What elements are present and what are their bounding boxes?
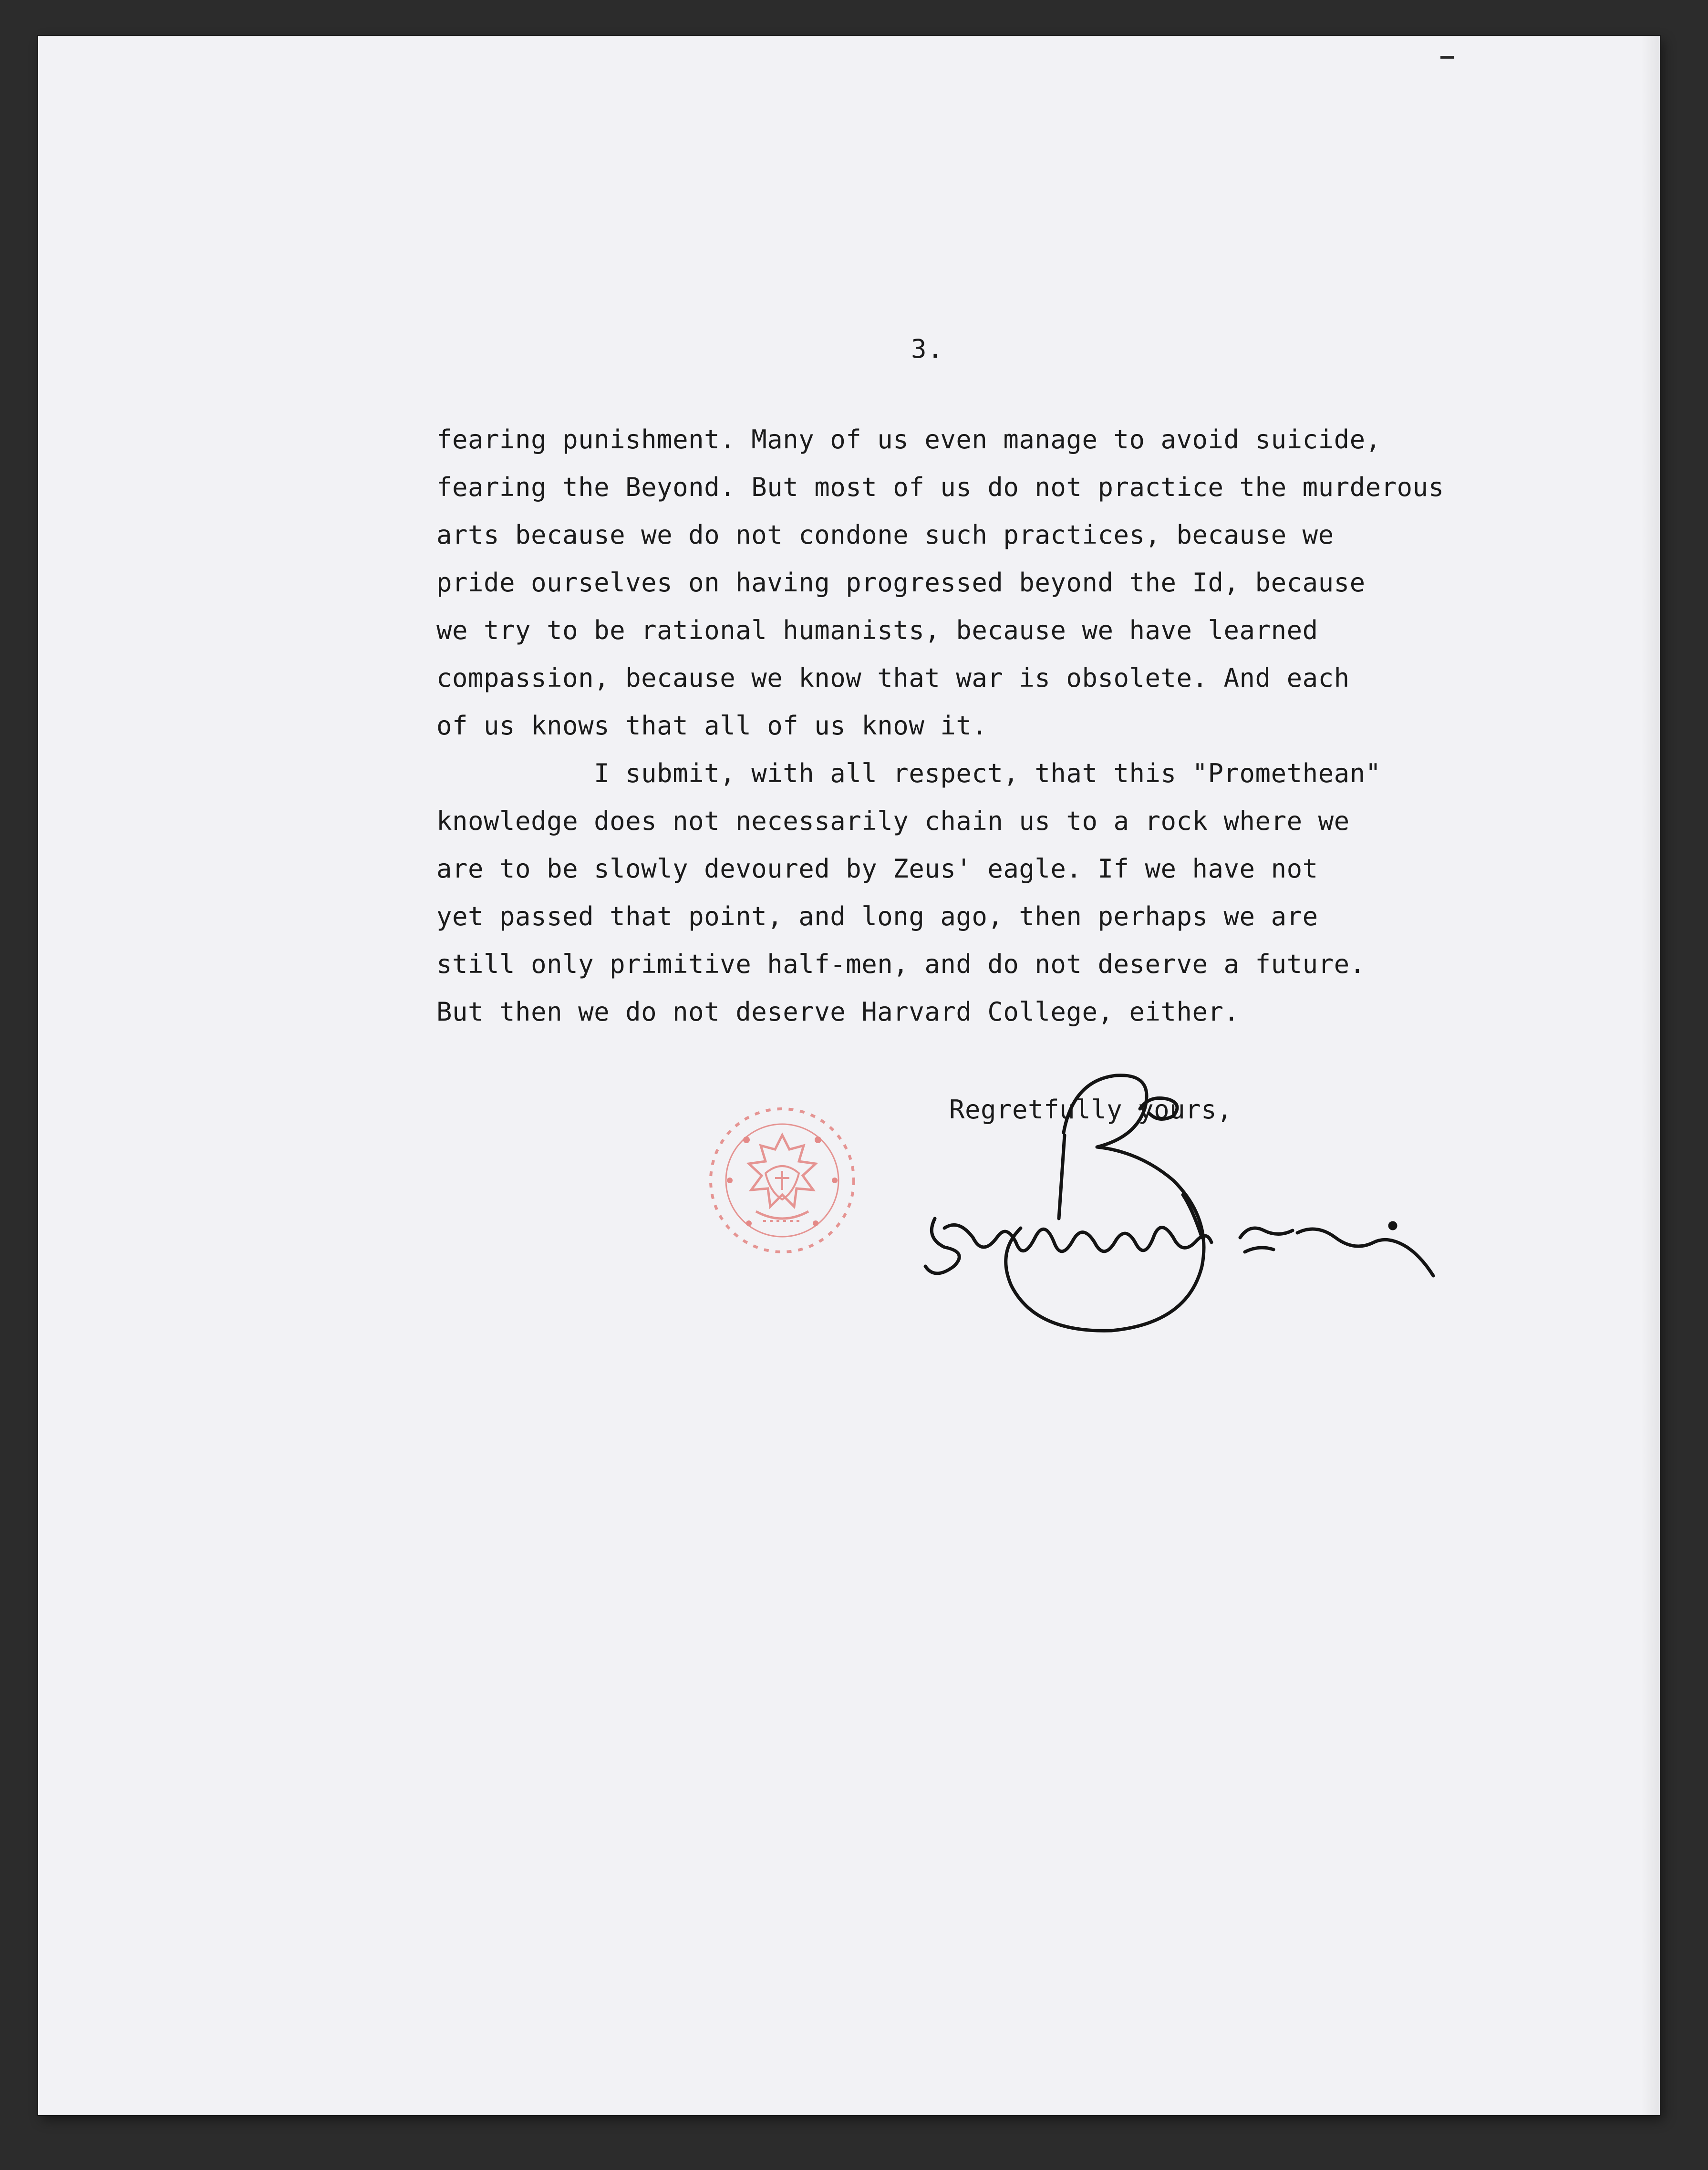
body-line: we try to be rational humanists, because we have learned <box>436 615 1318 645</box>
handwritten-signature <box>916 1037 1517 1333</box>
body-line: arts because we do not condone such practices, because we <box>436 520 1334 550</box>
body-line: knowledge does not necessarily chain us to a rock where we <box>436 806 1350 836</box>
body-line: I submit, with all respect, that this "Promethean" <box>436 758 1381 788</box>
embossed-seal-icon <box>704 1102 861 1259</box>
page-number: 3. <box>911 334 944 364</box>
body-line: fearing punishment. Many of us even manage to avoid suicide, <box>436 424 1381 455</box>
body-line: But then we do not deserve Harvard College, either. <box>436 997 1240 1027</box>
closing-salutation: Regretfully yours, <box>949 1095 1233 1125</box>
body-line: yet passed that point, and long ago, then perhaps we are <box>436 901 1318 931</box>
paper-edge-shadow <box>1641 36 1660 2115</box>
letter-page <box>38 36 1660 2115</box>
body-line: of us knows that all of us know it. <box>436 711 988 741</box>
body-line: pride ourselves on having progressed beyond the Id, because <box>436 568 1366 598</box>
body-line: compassion, because we know that war is obsolete. And each <box>436 663 1350 693</box>
body-line: fearing the Beyond. But most of us do not practice the murderous <box>436 472 1444 502</box>
corner-mark <box>1440 56 1454 59</box>
body-line: still only primitive half-men, and do not deserve a future. <box>436 949 1366 979</box>
body-line: are to be slowly devoured by Zeus' eagle. If we have not <box>436 854 1318 884</box>
